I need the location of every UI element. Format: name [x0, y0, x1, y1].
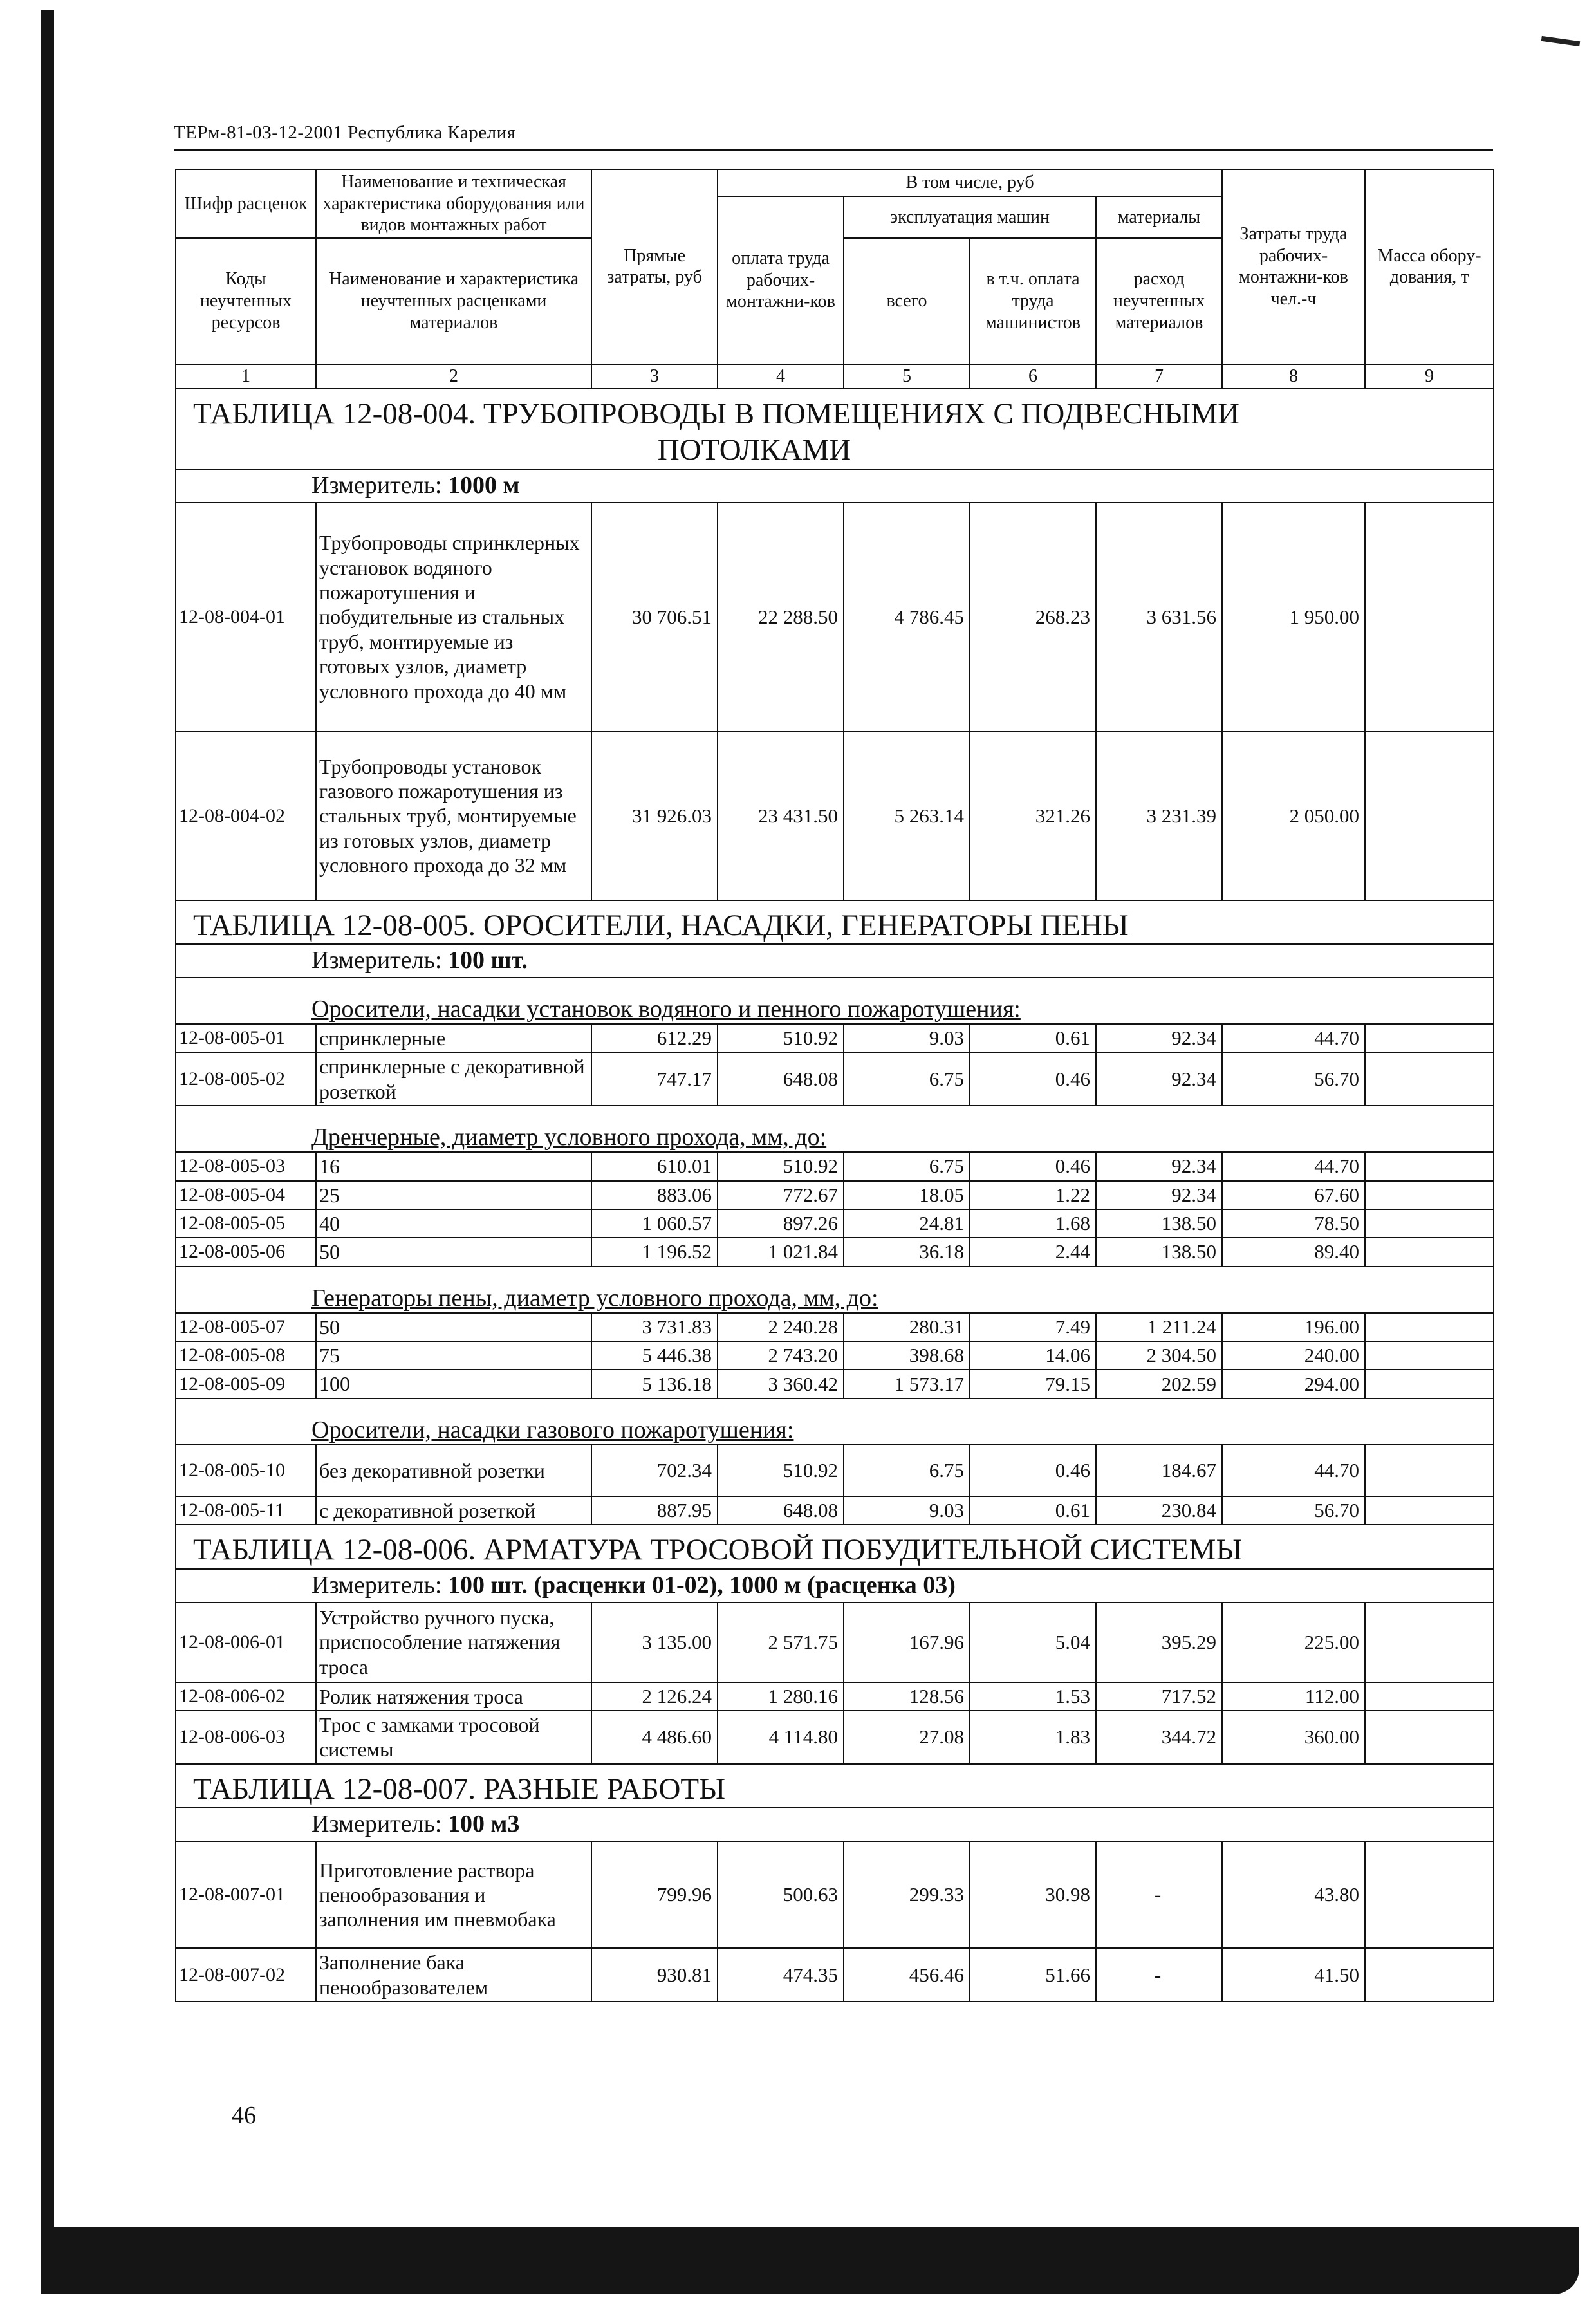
- col4-header: оплата труда рабочих-монтажни-ков: [718, 196, 844, 364]
- table-row: 12-08-005-08 75 5 446.38 2 743.20 398.68 14.06 2 304.50 240.00: [176, 1341, 1494, 1370]
- col9-header: Масса обору-дования, т: [1365, 169, 1494, 364]
- table-row: 12-08-004-02 Трубопроводы установок газового пожаротушения из стальных труб, монтируемые из готовых узлов, диаметр условного прохода до 32 мм 31 926.03 23 431.50 5 263.14 321.26 3 231.39 2 050.00: [176, 732, 1494, 900]
- table-row: 12-08-005-03 16 610.01 510.92 6.75 0.46 92.34 44.70: [176, 1152, 1494, 1180]
- table-row: 12-08-005-01 спринклерные 612.29 510.92 9.03 0.61 92.34 44.70: [176, 1024, 1494, 1052]
- column-number: 1: [176, 364, 316, 389]
- header-rule: [174, 149, 1493, 151]
- subgroup-title: Дренчерные, диаметр условного прохода, мм, до:: [176, 1106, 1494, 1152]
- column-number: 8: [1222, 364, 1365, 389]
- column-number: 9: [1365, 364, 1494, 389]
- page-number: 46: [232, 2102, 256, 2129]
- section-title: ТАБЛИЦА 12-08-006. АРМАТУРА ТРОСОВОЙ ПОБУДИТЕЛЬНОЙ СИСТЕМЫ: [176, 1525, 1494, 1568]
- table-header: [176, 169, 1494, 389]
- subgroup-title: Оросители, насадки газового пожаротушения:: [176, 1398, 1494, 1445]
- table-row: 12-08-005-11 с декоративной розеткой 887.95 648.08 9.03 0.61 230.84 56.70: [176, 1496, 1494, 1525]
- column-number: 7: [1096, 364, 1222, 389]
- price-table: [175, 169, 1494, 2002]
- col1-bottom-header: Коды неучтенных ресурсов: [176, 238, 316, 364]
- table-row: 12-08-005-07 50 3 731.83 2 240.28 280.31 7.49 1 211.24 196.00: [176, 1313, 1494, 1341]
- col2-bottom-header: Наименование и характеристика неучтенных расценками материалов: [316, 238, 591, 364]
- section-measure: Измеритель: 100 м3: [176, 1808, 1494, 1841]
- table-row: 12-08-005-10 без декоративной розетки 702.34 510.92 6.75 0.46 184.67 44.70: [176, 1445, 1494, 1496]
- col1-top-header: Шифр расценок: [176, 169, 316, 238]
- table-row: 12-08-006-03 Трос с замками тросовой системы 4 486.60 4 114.80 27.08 1.83 344.72 360.00: [176, 1711, 1494, 1764]
- col8-header: Затраты труда рабочих-монтажни-ков чел.-ч: [1222, 169, 1365, 364]
- column-number: 6: [970, 364, 1096, 389]
- table-row: 12-08-005-09 100 5 136.18 3 360.42 1 573.17 79.15 202.59 294.00: [176, 1370, 1494, 1398]
- col3-header: Прямые затраты, руб: [591, 169, 718, 364]
- col5-header: всего: [844, 238, 970, 364]
- table-row: 12-08-005-04 25 883.06 772.67 18.05 1.22 92.34 67.60: [176, 1181, 1494, 1209]
- column-number: 3: [591, 364, 718, 389]
- table-row: 12-08-005-05 40 1 060.57 897.26 24.81 1.68 138.50 78.50: [176, 1209, 1494, 1238]
- subgroup-title: Генераторы пены, диаметр условного прохода, мм, до:: [176, 1267, 1494, 1313]
- col2-top-header: Наименование и техническая характеристика оборудования или видов монтажных работ: [316, 169, 591, 238]
- table-row: 12-08-004-01 Трубопроводы спринклерных установок водяного пожаротушения и побудительные из стальных труб, монтируемые из готовых узлов, диаметр условного прохода до 40 мм 30 706.51 22 288.50 4 786.45 268.23 3 631.56 1 950.00: [176, 503, 1494, 732]
- table-row: 12-08-007-01 Приготовление раствора пенообразования и заполнения им пневмобака 799.96 500.63 299.33 30.98 - 43.80: [176, 1841, 1494, 1948]
- table-row: 12-08-005-06 50 1 196.52 1 021.84 36.18 2.44 138.50 89.40: [176, 1238, 1494, 1266]
- column-number: 4: [718, 364, 844, 389]
- col7-header: расход неучтенных материалов: [1096, 238, 1222, 364]
- column-number: 5: [844, 364, 970, 389]
- table-row: 12-08-006-01 Устройство ручного пуска, приспособление натяжения троса 3 135.00 2 571.75 167.96 5.04 395.29 225.00: [176, 1602, 1494, 1682]
- scan-bottom-shadow: [41, 2227, 1579, 2294]
- table-row: 12-08-006-02 Ролик натяжения троса 2 126.24 1 280.16 128.56 1.53 717.52 112.00: [176, 1682, 1494, 1711]
- section-measure: Измеритель: 100 шт. (расценки 01-02), 1000 м (расценка 03): [176, 1569, 1494, 1602]
- exploit-header: эксплуатация машин: [844, 196, 1096, 238]
- subgroup-title: Оросители, насадки установок водяного и пенного пожаротушения:: [176, 978, 1494, 1024]
- section-title: ТАБЛИЦА 12-08-007. РАЗНЫЕ РАБОТЫ: [176, 1764, 1494, 1808]
- section-measure: Измеритель: 1000 м: [176, 469, 1494, 503]
- section-title: ТАБЛИЦА 12-08-005. ОРОСИТЕЛИ, НАСАДКИ, ГЕНЕРАТОРЫ ПЕНЫ: [176, 900, 1494, 944]
- col6-header: в т.ч. оплата труда машинистов: [970, 238, 1096, 364]
- document-header: ТЕРм-81-03-12-2001 Республика Карелия: [174, 122, 516, 143]
- group-header: В том числе, руб: [718, 169, 1222, 196]
- table-row: 12-08-005-02 спринклерные с декоративной розеткой 747.17 648.08 6.75 0.46 92.34 56.70: [176, 1052, 1494, 1106]
- materials-header: материалы: [1096, 196, 1222, 238]
- section-measure: Измеритель: 100 шт.: [176, 944, 1494, 978]
- column-number: 2: [316, 364, 591, 389]
- scan-corner-mark: [1541, 36, 1581, 46]
- section-title: ТАБЛИЦА 12-08-004. ТРУБОПРОВОДЫ В ПОМЕЩЕНИЯХ С ПОДВЕСНЫМИ ПОТОЛКАМИ: [176, 389, 1494, 469]
- scan-edge-shadow: [41, 10, 54, 2243]
- table-row: 12-08-007-02 Заполнение бака пенообразователем 930.81 474.35 456.46 51.66 - 41.50: [176, 1948, 1494, 2002]
